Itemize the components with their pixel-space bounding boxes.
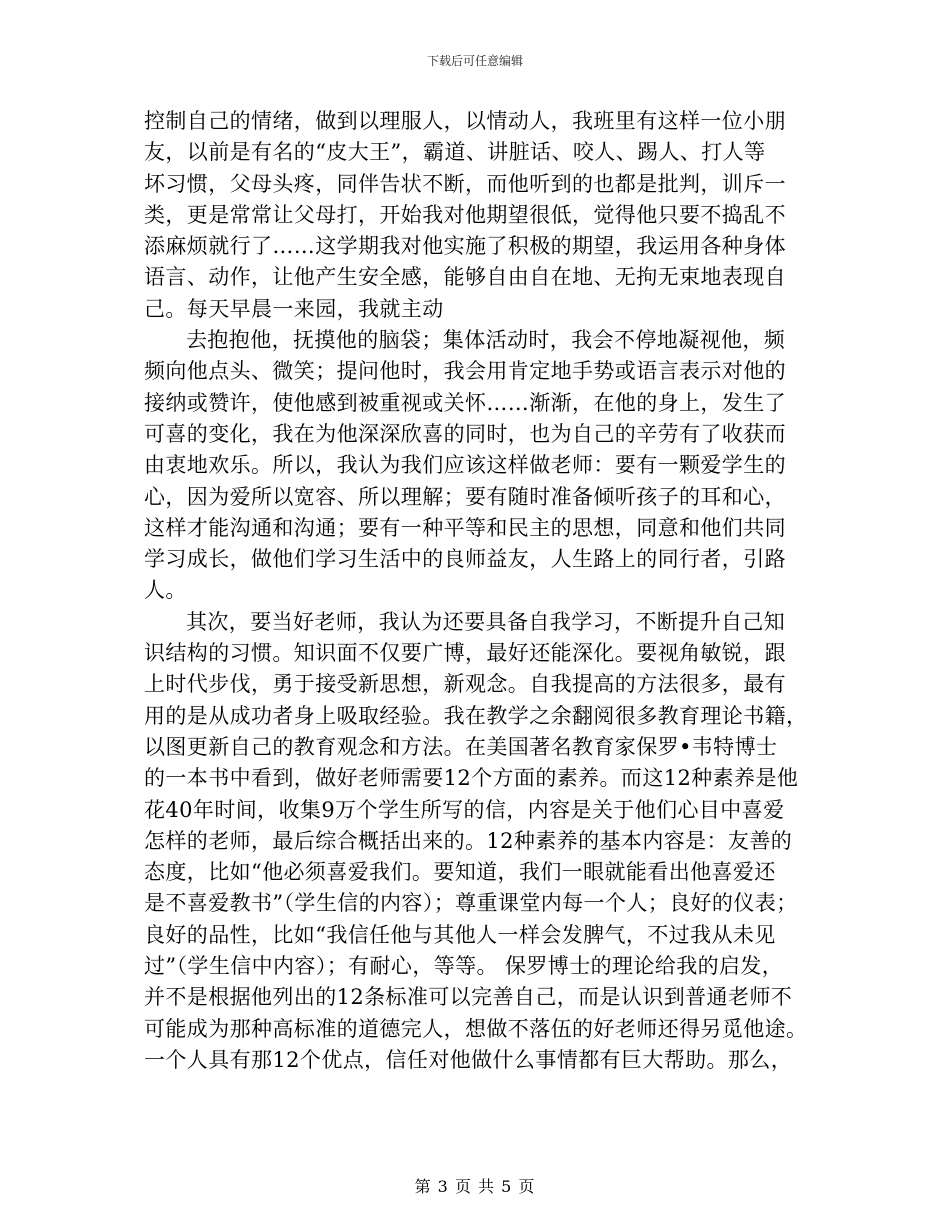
text-line: 控制自己的情绪，做到以理服人，以情动人，我班里有这样一位小朋 [144,109,786,133]
text-line: 过”（学生信中内容）；有耐心，等等。 保罗博士的理论给我的启发， [144,954,784,979]
text-line: 怎样的老师，最后综合概括出来的。12种素养的基本内容是：友善的 [144,828,793,853]
text-line: 由衷地欢乐。所以，我认为我们应该这样做老师：要有一颗爱学生的 [144,453,786,478]
text-line: 友，以前是有名的“皮大王”，霸道、讲脏话、咬人、踢人、打人等 [144,140,766,165]
text-line: 学习成长，做他们学习生活中的良师益友，人生路上的同行者，引路 [144,547,786,572]
text-line: 可喜的变化，我在为他深深欣喜的同时，也为自己的辛劳有了收获而 [144,421,786,446]
text-line: 一个人具有那12个优点，信任对他做什么事情都有巨大帮助。那么， [144,1047,793,1072]
text-line: 频向他点头、微笑；提问他时，我会用肯定地手势或语言表示对他的 [144,359,786,384]
text-line: 上时代步伐，勇于接受新思想，新观念。自我提高的方法很多，最有 [144,672,786,697]
paragraph-start-line: 其次，要当好老师，我认为还要具备自我学习，不断提升自己知 [186,609,786,634]
text-line: 人。 [144,578,187,603]
page-header: 下载后可任意编辑 [426,54,523,68]
text-line: 语言、动作，让他产生安全感，能够自由自在地、无拘无束地表现自 [144,265,786,290]
text-line: 花40年时间，收集9万个学生所写的信，内容是关于他们心目中喜爱 [144,797,785,822]
text-line: 接纳或赞许，使他感到被重视或关怀……渐渐，在他的身上，发生了 [144,390,786,415]
paragraph-start-line: 去抱抱他，抚摸他的脑袋；集体活动时，我会不停地凝视他，频 [186,328,786,353]
text-line: 类，更是常常让父母打，开始我对他期望很低，觉得他只要不捣乱不 [144,202,786,227]
text-line: 以图更新自己的教育观念和方法。在美国著名教育家保罗•韦特博士 [144,734,778,759]
text-line: 坏习惯，父母头疼，同伴告状不断，而他听到的也都是批判，训斥一 [144,171,786,196]
text-line: 并不是根据他列出的12条标准可以完善自己，而是认识到普通老师不 [144,985,793,1010]
text-line: 是不喜爱教书”（学生信的内容）；尊重课堂内每一个人；良好的仪表； [144,891,798,916]
text-line: 己。每天早晨一来园，我就主动 [144,296,444,321]
text-line: 良好的品性，比如“我信任他与其他人一样会发脾气，不过我从未见 [144,922,776,947]
text-line: 心，因为爱所以宽容、所以理解；要有随时准备倾听孩子的耳和心， [144,484,786,509]
document-body [144,106,812,1076]
text-line: 态度，比如“他必须喜爱我们。要知道，我们一眼就能看出他喜爱还 [144,860,776,885]
text-line: 识结构的习惯。知识面不仅要广博，最好还能深化。要视角敏锐，跟 [144,641,786,666]
page-number-footer: 第 3 页 共 5 页 [414,1177,536,1196]
text-line: 添麻烦就行了……这学期我对他实施了积极的期望，我运用各种身体 [144,234,786,259]
text-line: 用的是从成功者身上吸取经验。我在教学之余翻阅很多教育理论书籍， [144,703,808,728]
text-line: 这样才能沟通和沟通；要有一种平等和民主的思想，同意和他们共同 [144,515,786,540]
text-line: 可能成为那种高标准的道德完人，想做不落伍的好老师还得另觅他途。 [144,1016,808,1041]
text-line: 的一本书中看到，做好老师需要12个方面的素养。而这12种素养是他 [144,766,799,791]
